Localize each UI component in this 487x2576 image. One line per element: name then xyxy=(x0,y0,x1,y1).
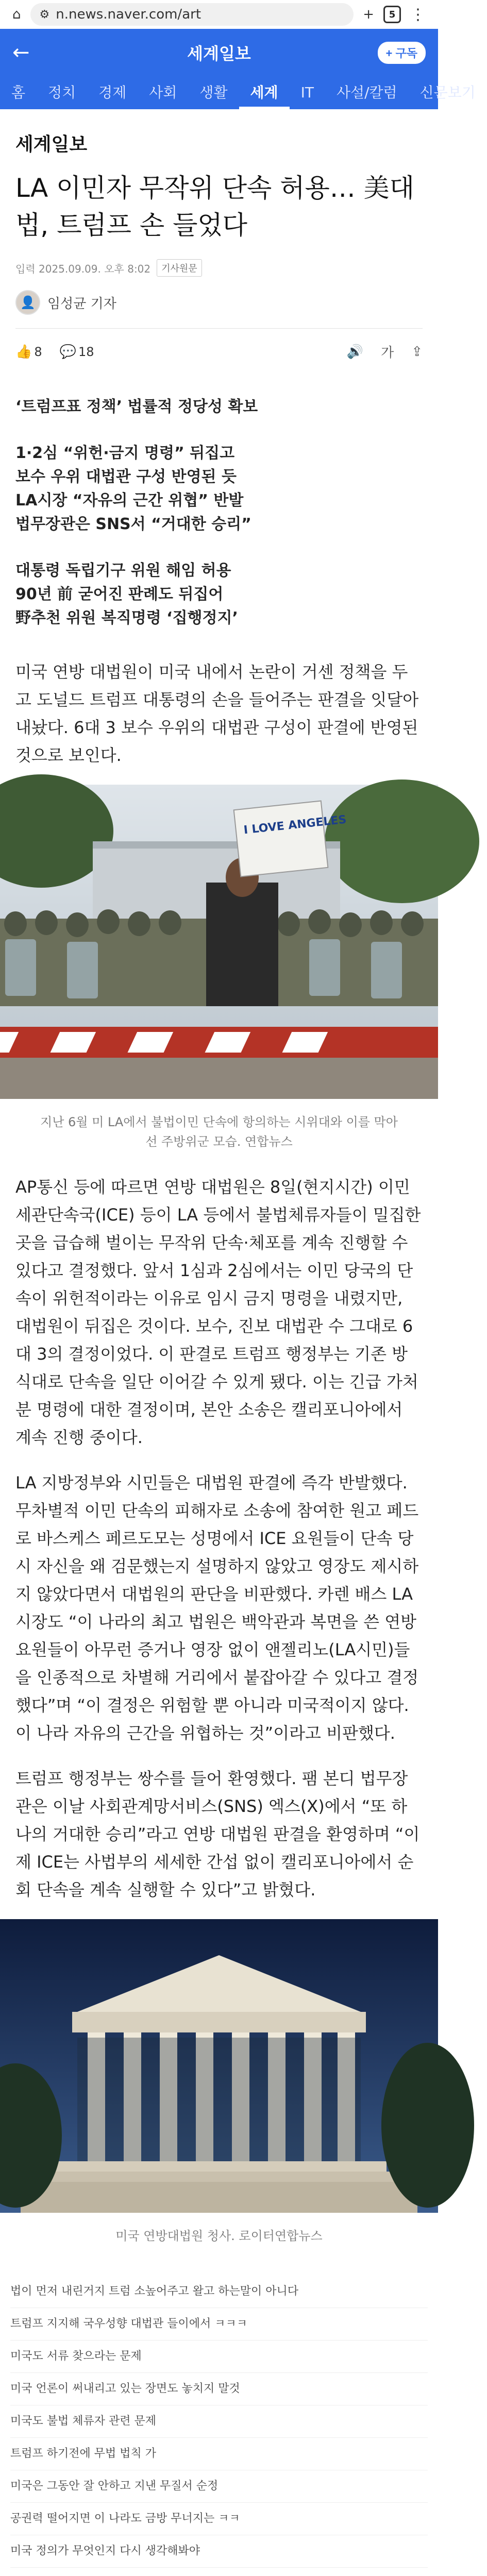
summary-line: 대통령 독립기구 위원 해임 허용 xyxy=(15,562,231,580)
article xyxy=(0,109,438,2250)
tab-life[interactable]: 생활 xyxy=(199,84,228,101)
tab-count-button[interactable]: 5 xyxy=(383,6,401,23)
share-icon[interactable]: ⇪ xyxy=(411,344,423,360)
published-time: 입력 2025.09.09. 오후 8:02 xyxy=(15,262,151,275)
headline: LA 이민자 무작위 단속 허용… 美대법, 트럼프 손 들었다 xyxy=(15,173,414,240)
comment-item[interactable]: 미국 언론이 써내리고 있는 장면도 놓치지 말것 xyxy=(10,2373,428,2405)
comments-section xyxy=(0,2276,438,2576)
comment-item[interactable]: 공권력 떨어지면 이 나라도 금방 무너지는 ㅋㅋ xyxy=(10,2503,428,2535)
supreme-court-image xyxy=(0,1919,438,2213)
tab-society[interactable]: 사회 xyxy=(149,84,177,101)
protest-photo[interactable] xyxy=(0,785,438,1101)
summary-line: 1·2심 “위헌·금지 명령” 뒤집고 xyxy=(15,444,235,462)
article-paragraph: 트럼프 행정부는 쌍수를 들어 환영했다. 팸 본디 법무장관은 이날 사회관계망서비스(SNS) 엑스(X)에서 “또 하나의 거대한 승리”라고 연방 대법원 판결을 환영하며 “이제 ICE는 사법부의 세세한 간섭 없이 캘리포니아에서 순회 단속을 계속 실행할 수 있다”고 밝혔다. xyxy=(15,1769,420,1900)
font-size-icon[interactable]: 가 xyxy=(381,345,394,361)
comment-item[interactable]: 트럼프 지지해 국우성향 대법관 들이에서 ㅋㅋㅋ xyxy=(10,2308,428,2341)
subscribe-button[interactable]: + 구독 xyxy=(378,42,426,64)
back-arrow-icon[interactable]: ← xyxy=(12,41,30,64)
url-bar[interactable] xyxy=(30,3,354,26)
protest-photo-image xyxy=(0,785,438,1099)
comment-item[interactable] xyxy=(10,2568,428,2576)
press-logo[interactable]: 세계일보 xyxy=(15,133,88,155)
like-count: 8 xyxy=(34,344,42,359)
reporter-avatar: 👤 xyxy=(15,290,40,315)
add-tab-icon[interactable]: + xyxy=(363,7,374,22)
original-article-button[interactable]: 기사원문 xyxy=(157,259,202,277)
reporter-row[interactable] xyxy=(15,290,423,315)
tab-it[interactable]: IT xyxy=(300,84,314,101)
comment-button[interactable]: 💬 18 xyxy=(59,344,94,360)
category-tabs xyxy=(0,76,476,109)
browser-bar xyxy=(0,0,438,29)
more-menu-icon[interactable]: ⋮ xyxy=(410,5,426,24)
comment-item[interactable]: 미국도 불법 체류자 관련 문제 xyxy=(10,2405,428,2438)
supreme-court-photo[interactable] xyxy=(0,1919,438,2215)
comment-item[interactable]: 트럼프 하기전에 무법 법칙 가 xyxy=(10,2438,428,2470)
url-text: n.news.naver.com/art xyxy=(56,7,201,22)
summary-line: 野추천 위원 복직명령 ‘집행정지’ xyxy=(15,609,238,627)
summary-line: 보수 우위 대법관 구성 반영된 듯 xyxy=(15,468,237,486)
audio-icon[interactable]: 🔊 xyxy=(346,344,364,360)
tab-newspaper[interactable]: 신문보기 xyxy=(419,84,476,101)
summary-line: ‘트럼프표 정책’ 법률적 정당성 확보 xyxy=(15,398,258,416)
summary-line: 90년 前 굳어진 판례도 뒤집어 xyxy=(15,585,224,603)
tab-editorial[interactable]: 사설/칼럼 xyxy=(336,84,397,101)
press-header xyxy=(0,29,438,76)
article-paragraph: AP통신 등에 따르면 연방 대법원은 8일(현지시간) 이민세관단속국(ICE) 등이 LA 등에서 불법체류자들이 밀집한 곳을 급습해 벌이는 무작위 단속·체포를 계속 진행할 수 있다고 결정했다. 앞서 1심과 2심에서는 이민 당국의 단속이 위헌적이라는 이유로 임시 금지 명령을 내렸지만, 대법원이 뒤집은 것이다. 보수, 진보 대법관 수 그대로 6대 3의 결정이었다. 이 판결로 트럼프 행정부는 기존 방식대로 단속을 일단 이어갈 수 있게 됐다. 이는 긴급 가처분 명령에 대한 결정이며, 본안 소송은 캘리포니아에서 계속 진행 중이다. xyxy=(15,1177,421,1447)
tab-economy[interactable]: 경제 xyxy=(98,84,127,101)
article-tools xyxy=(15,329,423,375)
article-summary xyxy=(15,375,423,640)
tab-politics[interactable]: 정치 xyxy=(48,84,76,101)
reporter-name: 임성균 기자 xyxy=(47,296,116,312)
photo-caption: 미국 연방대법원 청사. 로이터연합뉴스 xyxy=(115,2229,323,2243)
photo-caption: 지난 6월 미 LA에서 불법이민 단속에 항의하는 시위대와 이를 막아선 주방위군 모습. 연합뉴스 xyxy=(40,1115,398,1149)
article-meta xyxy=(15,259,423,277)
comment-item[interactable]: 미국은 그동안 잘 안하고 지낸 무질서 순정 xyxy=(10,2470,428,2503)
like-button[interactable]: 👍 8 xyxy=(15,344,42,360)
comment-item[interactable]: 미국 정의가 무엇인지 다시 생각해봐야 xyxy=(10,2535,428,2568)
comment-count: 18 xyxy=(78,344,94,359)
comment-item[interactable]: 미국도 서류 찾으라는 문제 xyxy=(10,2341,428,2373)
comment-item[interactable]: 법이 먼저 내린거지 트럼 소높어주고 왈고 하는말이 아니다 xyxy=(10,2276,428,2308)
press-name: 세계일보 xyxy=(187,44,251,63)
protest-sign-text: I LOVE ANGELES xyxy=(243,813,347,837)
article-paragraph: LA 지방정부와 시민들은 대법원 판결에 즉각 반발했다. 무차별적 이민 단속의 피해자로 소송에 참여한 원고 페드로 바스케스 페르도모는 성명에서 ICE 요원들이 단속 당시 자신을 왜 검문했는지 설명하지 않았고 영장도 제시하지 않았다면서 대법원의 판단을 비판했다. 카렌 배스 LA 시장도 “이 나라의 최고 법원은 백악관과 복면을 쓴 연방 요원들이 아무런 증거나 영장 없이 앤젤리노(LA시민)들을 인종적으로 차별해 거리에서 붙잡아갈 수 있다고 결정했다”며 “이 결정은 위험할 뿐 아니라 미국적이지 않다. 이 나라 자유의 근간을 위협하는 것”이라고 비판했다. xyxy=(15,1473,419,1743)
site-settings-icon[interactable]: ⚙ xyxy=(39,8,50,21)
tab-home[interactable]: 홈 xyxy=(11,84,26,101)
summary-line: LA시장 “자유의 근간 위협” 반발 xyxy=(15,492,244,510)
home-icon[interactable]: ⌂ xyxy=(12,7,21,22)
summary-line: 법무장관은 SNS서 “거대한 승리” xyxy=(15,515,251,533)
tab-world[interactable]: 세계 xyxy=(239,76,290,109)
article-paragraph: 미국 연방 대법원이 미국 내에서 논란이 거센 정책을 두고 도널드 트럼프 대통령의 손을 들어주는 판결을 잇달아 내놨다. 6대 3 보수 우위의 대법관 구성이 판결에 반영된 것으로 보인다. xyxy=(15,662,419,765)
